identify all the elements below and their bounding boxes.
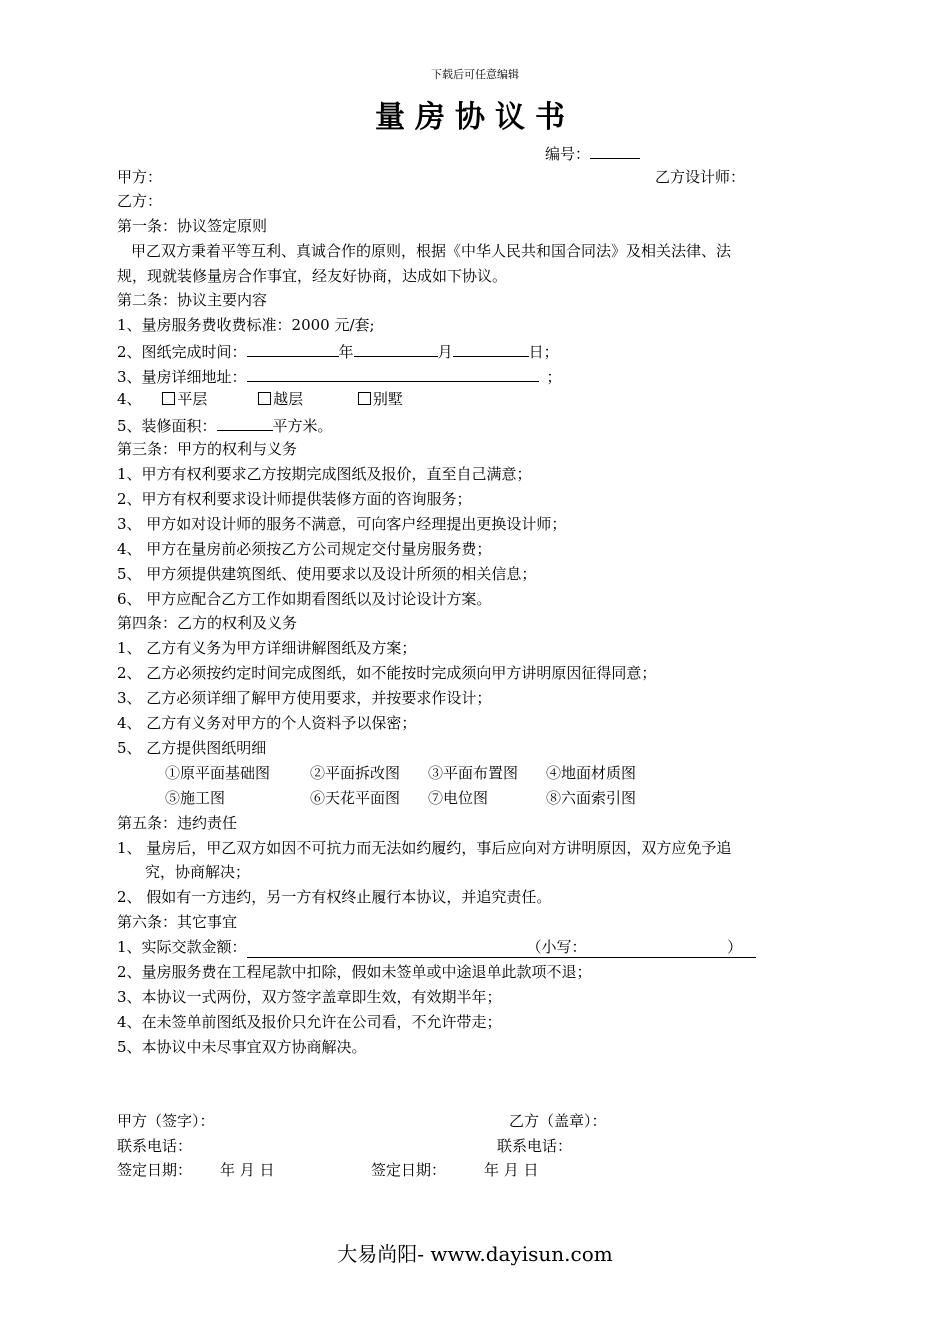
drawing-item: ④地面材质图 (546, 764, 637, 782)
art2-item3 (117, 365, 562, 387)
drawing-item: ⑥天花平面图 (310, 789, 401, 807)
art2-heading: 第二条：协议主要内容 (117, 291, 268, 309)
number-label: 编号： (545, 145, 591, 163)
art2-item2 (117, 340, 559, 362)
art3-item: 6、 甲方应配合乙方工作如期看图纸以及讨论设计方案。 (117, 590, 492, 608)
party-b-label: 乙方： (117, 192, 163, 210)
designer-label: 乙方设计师： (655, 168, 746, 186)
month-label: 月 (437, 343, 453, 361)
address-blank (247, 365, 539, 382)
art6-item: 4、在未签单前图纸及报价只允许在公司看，不允许带走； (117, 1013, 502, 1031)
art1-para-line2: 规，现就装修量房合作事宜，经友好协商，达成如下协议。 (117, 267, 508, 285)
year-label: 年 (338, 343, 354, 361)
art1-para-line1: 甲乙双方秉着平等互利、真诚合作的原则，根据《中华人民共和国合同法》及相关法律、法 (131, 242, 732, 260)
checkbox-icon (162, 392, 175, 405)
area-blank (217, 414, 273, 431)
drawing-item: ⑤施工图 (165, 789, 226, 807)
art5-item1-line2: 究，协商解决； (145, 863, 251, 881)
option-flat-label: 平层 (177, 390, 208, 408)
party-a-date-label: 签定日期： (117, 1161, 193, 1179)
art6-item: 2、量房服务费在工程尾款中扣除，假如未签单或中途退单此款项不退； (117, 963, 592, 981)
number-line (545, 142, 640, 164)
address-suffix: ； (546, 368, 562, 386)
art4-item: 5、 乙方提供图纸明细 (117, 739, 267, 757)
art2-item5 (117, 414, 333, 436)
party-b-seal-label: 乙方（盖章）： (509, 1112, 607, 1130)
payment-label: 1、实际交款金额： (117, 938, 247, 956)
area-label: 5、装修面积： (117, 417, 217, 435)
art3-item: 4、 甲方在量房前必须按乙方公司规定交付量房服务费； (117, 540, 492, 558)
address-label: 3、量房详细地址： (117, 368, 247, 386)
art3-item: 5、 甲方须提供建筑图纸、使用要求以及设计所须的相关信息； (117, 565, 537, 583)
art5-item1-line1: 1、 量房后，甲乙双方如因不可抗力而无法如约履约，事后应向对方讲明原因，双方应免予追 (117, 839, 732, 857)
number-blank (590, 142, 640, 159)
day-blank (453, 340, 529, 357)
party-a-signature-label: 甲方（签字）： (117, 1112, 215, 1130)
art4-heading: 第四条：乙方的权利及义务 (117, 614, 298, 632)
option-flat (162, 390, 207, 408)
art6-heading: 第六条：其它事宜 (117, 913, 238, 931)
art4-item: 2、 乙方必须按约定时间完成图纸，如不能按时完成须向甲方讲明原因征得同意； (117, 664, 657, 682)
party-a-label: 甲方： (117, 168, 163, 186)
house-type-label: 4、 (117, 390, 142, 408)
drawing-item: ③平面布置图 (428, 764, 519, 782)
art3-item: 1、甲方有权利要求乙方按期完成图纸及报价，直至自己满意； (117, 465, 532, 483)
art4-item: 3、 乙方必须详细了解甲方使用要求，并按要求作设计； (117, 689, 492, 707)
art3-heading: 第三条：甲方的权利与义务 (117, 440, 298, 458)
area-unit: 平方米。 (272, 417, 333, 435)
art3-item: 2、甲方有权利要求设计师提供装修方面的咨询服务； (117, 490, 472, 508)
art2-item1: 1、量房服务费收费标准：2000 元/套; (117, 316, 375, 334)
day-label: 日； (528, 343, 559, 361)
checkbox-icon (358, 392, 371, 405)
drawing-item: ⑧六面索引图 (546, 789, 637, 807)
art2-item2-label: 2、图纸完成时间： (117, 343, 247, 361)
art6-item1 (117, 937, 756, 958)
art6-item: 3、本协议一式两份，双方签字盖章即生效，有效期半年； (117, 988, 502, 1006)
drawing-item: ①原平面基础图 (165, 764, 271, 782)
art3-item: 3、 甲方如对设计师的服务不满意，可向客户经理提出更换设计师； (117, 515, 567, 533)
option-duplex (258, 390, 303, 408)
footer-watermark: 大易尚阳- www.dayisun.com (337, 1242, 613, 1266)
payment-blank (247, 937, 756, 958)
party-a-date-ymd: 年 月 日 (220, 1161, 275, 1179)
checkbox-icon (258, 392, 271, 405)
month-blank (354, 340, 438, 357)
party-b-date-ymd: 年 月 日 (484, 1161, 539, 1179)
art2-item4 (117, 389, 403, 409)
year-blank (247, 340, 339, 357)
option-villa (358, 390, 403, 408)
drawing-item: ⑦电位图 (428, 789, 489, 807)
party-a-phone-label: 联系电话： (117, 1137, 193, 1155)
payment-small-open: （小写： (526, 938, 580, 956)
document-title: 量房协议书 (375, 100, 575, 135)
payment-small-close: ） (727, 938, 743, 956)
art6-item: 5、本协议中未尽事宜双方协商解决。 (117, 1038, 367, 1056)
party-b-date-label: 签定日期： (371, 1161, 447, 1179)
art4-item: 1、 乙方有义务为甲方详细讲解图纸及方案； (117, 639, 417, 657)
party-b-phone-label: 联系电话： (497, 1137, 573, 1155)
option-duplex-label: 越层 (273, 390, 304, 408)
header-note: 下载后可任意编辑 (431, 68, 519, 81)
art5-item2: 2、 假如有一方违约，另一方有权终止履行本协议，并追究责任。 (117, 888, 552, 906)
art1-heading: 第一条：协议签定原则 (117, 217, 268, 235)
art5-heading: 第五条：违约责任 (117, 814, 238, 832)
option-villa-label: 别墅 (372, 390, 403, 408)
art4-item: 4、 乙方有义务对甲方的个人资料予以保密； (117, 714, 417, 732)
drawing-item: ②平面拆改图 (310, 764, 401, 782)
